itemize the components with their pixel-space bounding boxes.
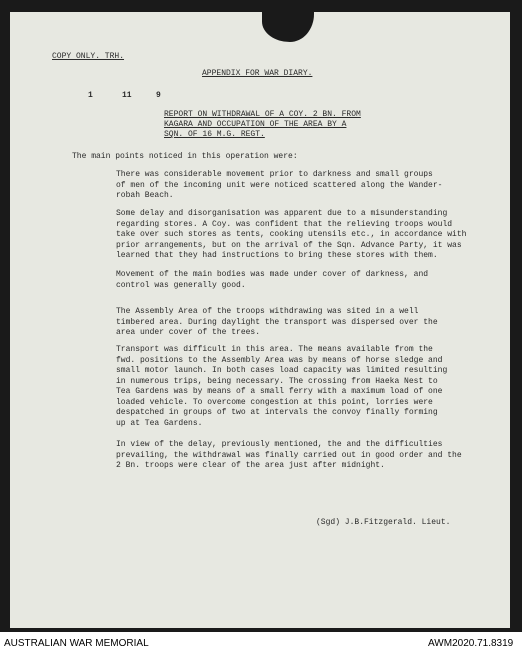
paragraph-line: fwd. positions to the Assembly Area was by means of horse sledge and bbox=[116, 355, 443, 365]
footer-bar bbox=[0, 632, 522, 653]
footer-catalogue-number: AWM2020.71.8319 bbox=[428, 638, 514, 649]
date-year: 9 bbox=[156, 91, 161, 100]
report-title-line: KAGARA AND OCCUPATION OF THE AREA BY A bbox=[164, 120, 347, 129]
report-title-line: SQN. OF 16 M.G. REGT. bbox=[164, 130, 265, 139]
paragraph-line: 2 Bn. troops were clear of the area just after midnight. bbox=[116, 461, 385, 470]
paragraph-line: despatched in groups of two at intervals the convoy finally forming bbox=[116, 408, 438, 417]
paragraph-line: in numerous trips, being necessary. The crossing from Haeka Nest to bbox=[116, 376, 438, 386]
paragraph-line: small motor launch. In both cases load capacity was limited resulting bbox=[116, 366, 448, 375]
paragraph bbox=[116, 209, 486, 262]
paragraph-line: take over such stores as tents, cooking utensils etc., in accordance with bbox=[116, 230, 467, 239]
intro-line: The main points noticed in this operation were: bbox=[72, 152, 298, 161]
paragraph-line: prior arrangements, but on the arrival of the Sqn. Advance Party, it was bbox=[116, 240, 462, 250]
appendix-heading: APPENDIX FOR WAR DIARY. bbox=[202, 69, 313, 78]
paragraph-line: The Assembly Area of the troops withdrawing was sited in a well bbox=[116, 307, 419, 316]
paragraph-line: There was considerable movement prior to darkness and small groups bbox=[116, 170, 433, 179]
paragraph bbox=[116, 440, 486, 472]
paragraph-line: control was generally good. bbox=[116, 280, 246, 290]
paragraph-line: prevailing, the withdrawal was finally carried out in good order and the bbox=[116, 450, 462, 460]
report-title-line: REPORT ON WITHDRAWAL OF A COY. 2 BN. FROM bbox=[164, 110, 361, 119]
date-month: 11 bbox=[122, 91, 132, 100]
paragraph bbox=[116, 270, 486, 291]
date-day: 1 bbox=[88, 91, 93, 100]
paragraph-line: area under cover of the trees. bbox=[116, 328, 261, 337]
paragraph-line: learned that they had instructions to bring these stores with them. bbox=[116, 251, 438, 260]
paragraph-line: up at Tea Gardens. bbox=[116, 418, 203, 428]
paragraph-line: Transport was difficult in this area. The means available from the bbox=[116, 345, 433, 354]
paragraph-line: regarding stores. A Coy. was confident that the relieving troops would bbox=[116, 219, 453, 229]
paragraph-line: of men of the incoming unit were noticed scattered along the Wander- bbox=[116, 180, 443, 190]
paragraph bbox=[116, 345, 486, 429]
paper-clip-notch bbox=[262, 12, 314, 42]
paragraph-line: Movement of the main bodies was made under cover of darkness, and bbox=[116, 270, 429, 279]
copy-mark: COPY ONLY. TRH. bbox=[52, 52, 125, 61]
footer-institution: AUSTRALIAN WAR MEMORIAL bbox=[4, 638, 149, 649]
paragraph-line: loaded vehicle. To overcome congestion at this point, lorries were bbox=[116, 397, 433, 407]
paragraph-line: Some delay and disorganisation was apparent due to a misunderstanding bbox=[116, 209, 448, 218]
document-page bbox=[10, 12, 510, 628]
paragraph-line: In view of the delay, previously mentioned, the and the difficulties bbox=[116, 440, 443, 449]
paragraph-line: Tea Gardens was by means of a small ferry with a maximum load of one bbox=[116, 387, 443, 396]
paragraph-line: timbered area. During daylight the transport was dispersed over the bbox=[116, 317, 438, 327]
paragraph bbox=[116, 307, 486, 339]
paragraph-line: robah Beach. bbox=[116, 191, 174, 200]
paragraph bbox=[116, 170, 486, 202]
signature: (Sgd) J.B.Fitzgerald. Lieut. bbox=[316, 518, 451, 527]
